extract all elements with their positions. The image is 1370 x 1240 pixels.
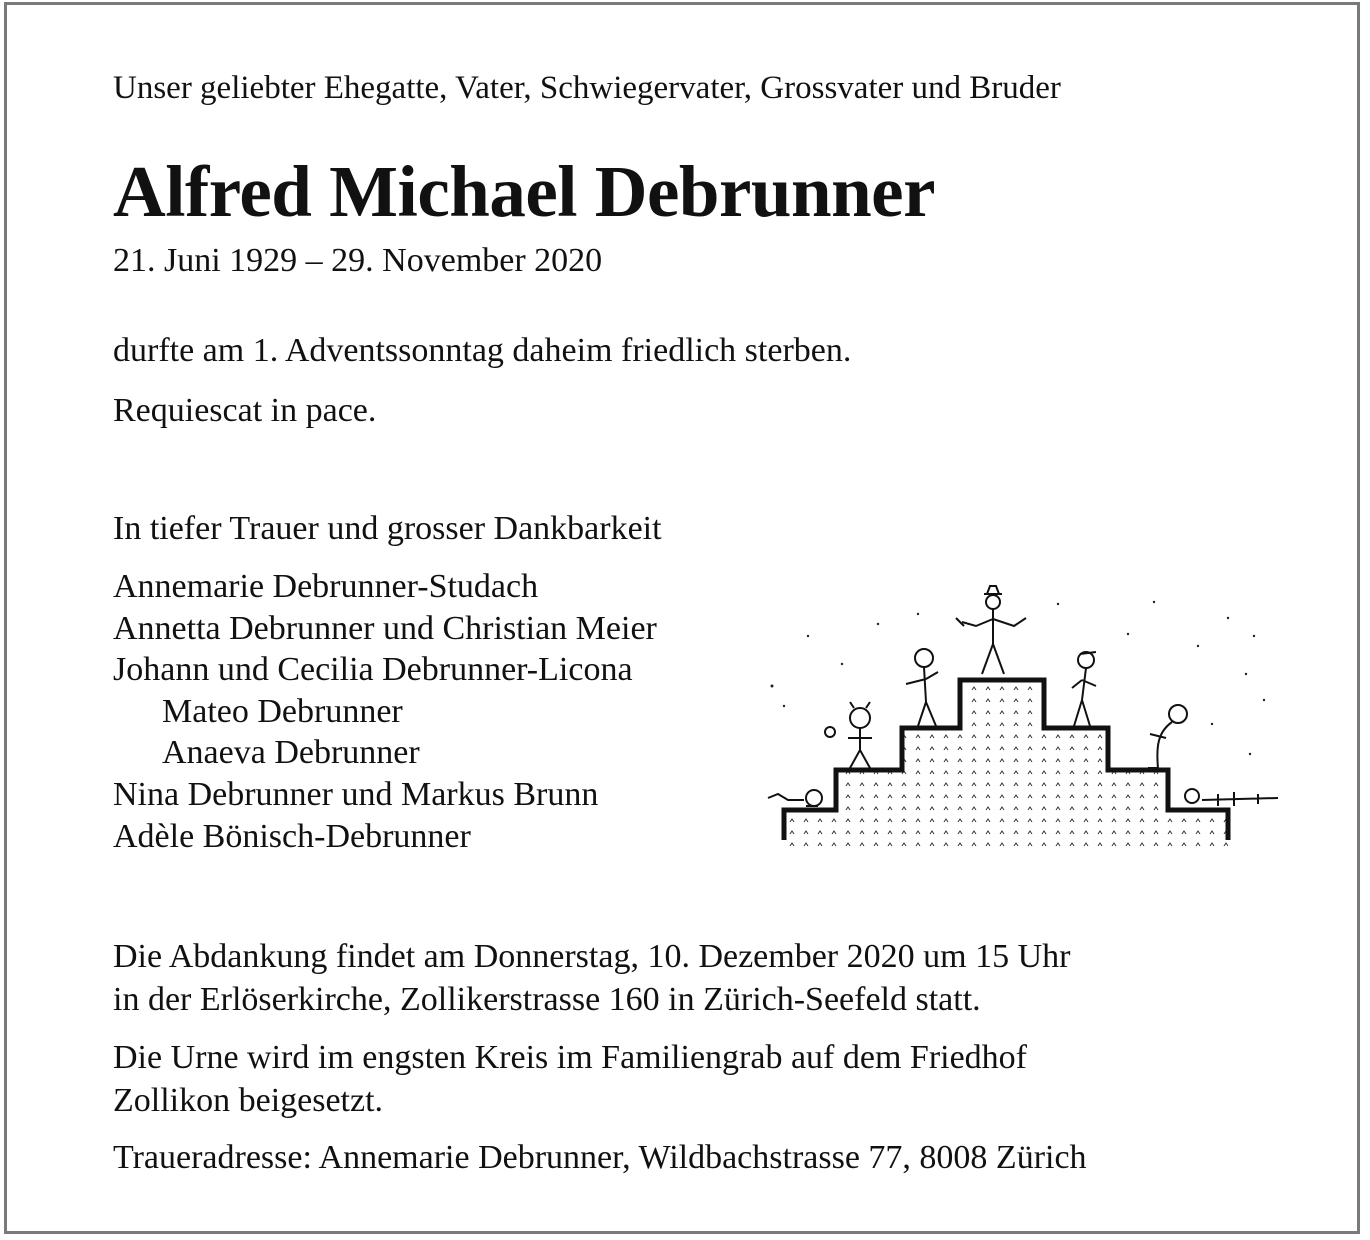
- service-line: Die Abdankung findet am Donnerstag, 10. Dezember 2020 um 15 Uhr: [113, 938, 1071, 975]
- family-member: Nina Debrunner und Markus Brunn: [113, 775, 599, 813]
- family-member-grandchild: Mateo Debrunner: [162, 692, 403, 730]
- stepped-pyramid-figures-drawing: [758, 574, 1282, 854]
- family-member: Johann und Cecilia Debrunner-Licona: [113, 651, 633, 689]
- life-dates: 21. Juni 1929 – 29. November 2020: [113, 242, 603, 279]
- family-member: Adèle Bönisch-Debrunner: [113, 817, 471, 855]
- rip-line: Requiescat in pace.: [113, 392, 377, 429]
- urn-info: [113, 1036, 1027, 1122]
- family-list: [113, 566, 657, 857]
- family-member: Annemarie Debrunner-Studach: [113, 568, 539, 605]
- urn-line: Die Urne wird im engsten Kreis im Familiengrab auf dem Friedhof: [113, 1039, 1027, 1076]
- death-text: durfte am 1. Adventssonntag daheim friedlich sterben.: [113, 332, 852, 369]
- family-member: Annetta Debrunner und Christian Meier: [113, 609, 657, 647]
- service-line: in der Erlöserkirche, Zollikerstrasse 160 in Zürich-Seefeld statt.: [113, 981, 981, 1018]
- mourning-address: Traueradresse: Annemarie Debrunner, Wildbachstrasse 77, 8008 Zürich: [113, 1139, 1087, 1176]
- family-member-grandchild: Anaeva Debrunner: [162, 734, 420, 772]
- mourning-line: In tiefer Trauer und grosser Dankbarkeit: [113, 510, 662, 547]
- deceased-name: Alfred Michael Debrunner: [113, 151, 935, 232]
- intro-line: Unser geliebter Ehegatte, Vater, Schwiegervater, Grossvater und Bruder: [113, 70, 1061, 106]
- service-info: [113, 935, 1070, 1021]
- urn-line: Zollikon beigesetzt.: [113, 1082, 384, 1119]
